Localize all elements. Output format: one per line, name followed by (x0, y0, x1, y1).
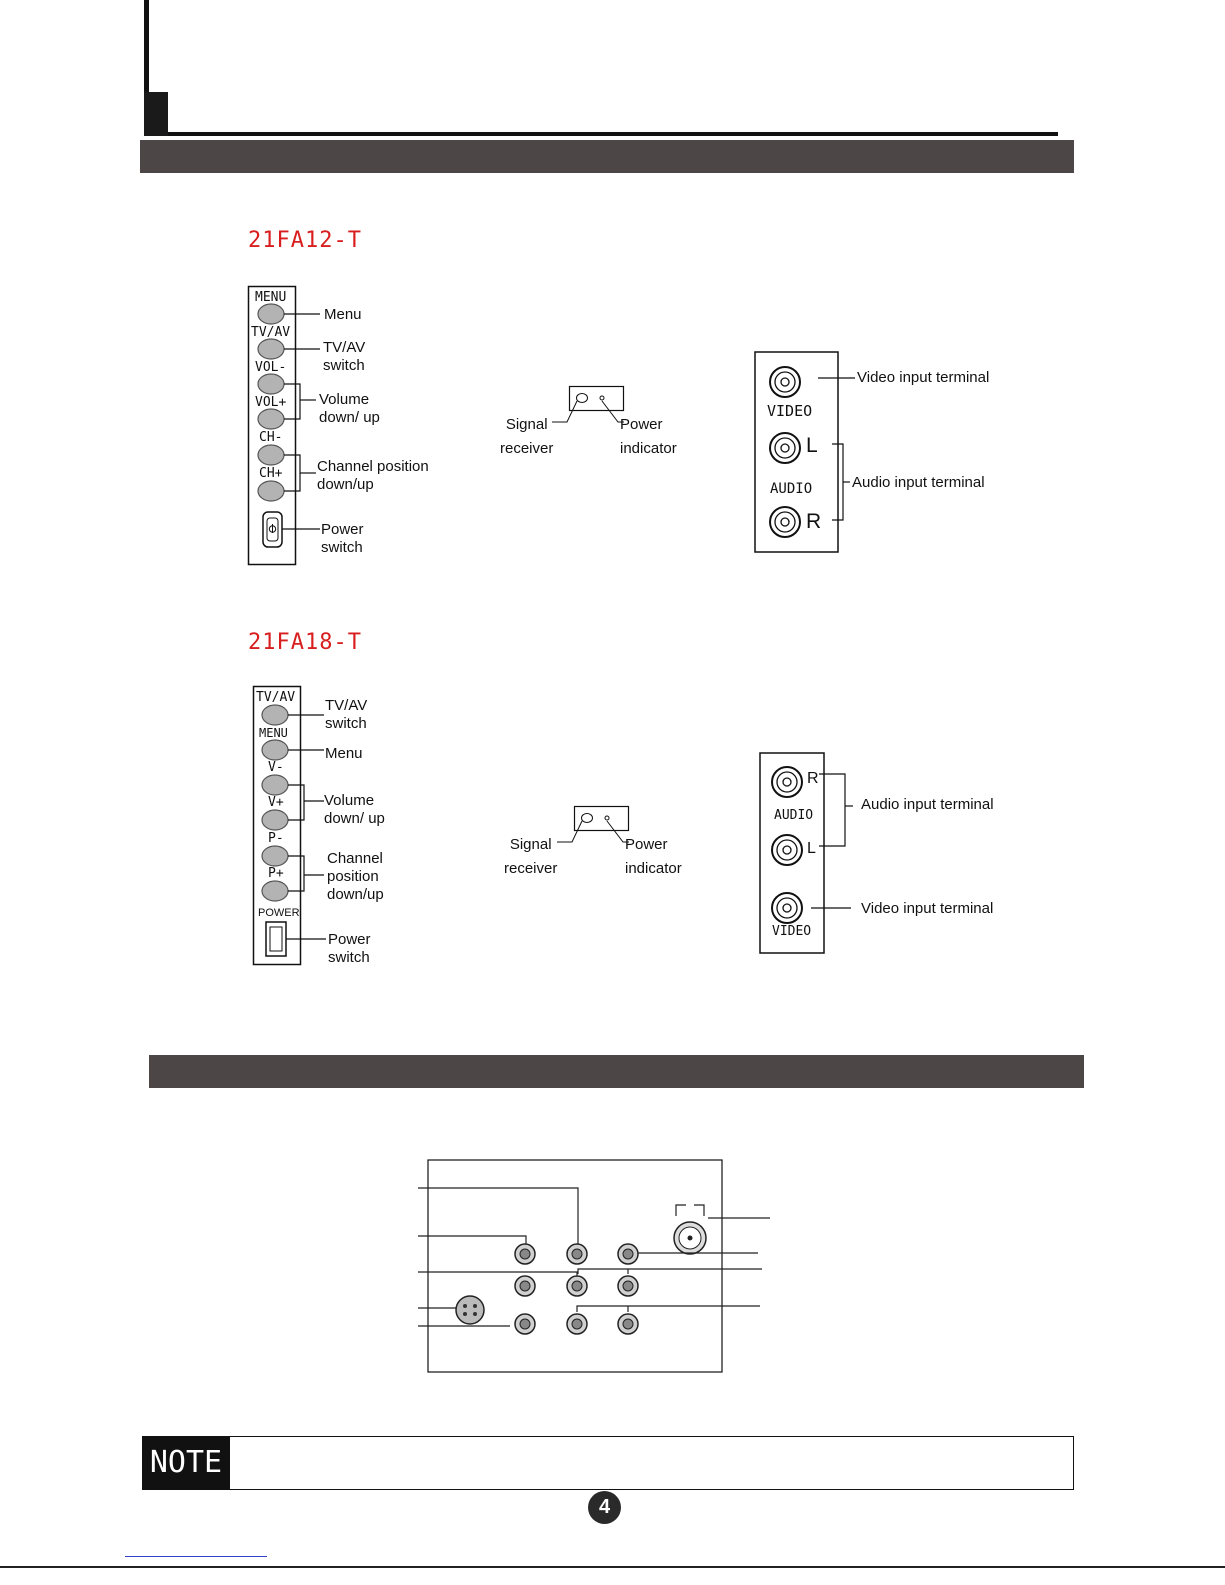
callout-audio-terminal: Audio input terminal (852, 474, 985, 491)
panel-label-power: POWER (258, 907, 300, 919)
note-tag: NOTE (142, 1436, 230, 1490)
note-box (142, 1436, 1074, 1490)
page-number: 4 (588, 1491, 621, 1524)
callout-channel: Channel position down/up (327, 850, 384, 903)
panel-label-v-up: V+ (268, 795, 284, 810)
callout-menu: Menu (325, 745, 363, 762)
av-label-right: R (807, 770, 819, 787)
footer-rule (0, 1566, 1225, 1568)
model-b-title: 21FA18-T (248, 630, 362, 655)
panel-label-ch-up: CH+ (259, 466, 283, 481)
panel-label-v-down: V- (268, 760, 284, 775)
av-label-left: L (807, 840, 816, 857)
panel-label-tvav: TV/AV (251, 325, 291, 340)
callout-tvav: TV/AV switch (325, 697, 368, 732)
av-label-left: L (806, 434, 818, 457)
panel-label-vol-down: VOL- (255, 360, 287, 375)
panel-label-menu: MENU (259, 726, 288, 740)
av-label-right: R (806, 510, 822, 533)
callout-channel: Channel position down/up (317, 458, 429, 493)
callout-power: Power switch (328, 931, 371, 966)
callout-volume: Volume down/ up (324, 792, 385, 827)
header-block (144, 92, 168, 136)
callout-video-terminal: Video input terminal (857, 369, 990, 386)
power-indicator-label: Power indicator (625, 836, 682, 877)
callout-video-terminal: Video input terminal (861, 900, 994, 917)
panel-label-tvav: TV/AV (256, 690, 296, 705)
callout-tvav: TV/AV switch (323, 339, 366, 374)
footer-link-line (125, 1556, 267, 1557)
section-bar-front-panel (140, 140, 1074, 173)
av-label-video: VIDEO (767, 402, 813, 420)
section-bar-rear-panel (149, 1055, 1084, 1088)
model-a-av-panel (750, 348, 860, 558)
model-a-title: 21FA12-T (248, 228, 362, 253)
rear-terminal-diagram (410, 1150, 780, 1385)
callout-audio-terminal: Audio input terminal (861, 796, 994, 813)
panel-label-menu: MENU (255, 290, 287, 305)
panel-label-p-up: P+ (268, 866, 284, 881)
header-rule (168, 132, 1058, 136)
av-label-video: VIDEO (772, 924, 812, 939)
callout-volume: Volume down/ up (319, 391, 380, 426)
power-indicator-label: Power indicator (620, 416, 677, 457)
signal-receiver-label: Signal receiver (504, 836, 558, 877)
av-label-audio: AUDIO (774, 808, 814, 823)
panel-label-p-down: P- (268, 831, 284, 846)
callout-menu: Menu (324, 306, 362, 323)
panel-label-ch-down: CH- (259, 430, 283, 445)
panel-label-vol-up: VOL+ (255, 395, 287, 410)
signal-receiver-label: Signal receiver (500, 416, 554, 457)
av-label-audio: AUDIO (770, 481, 813, 497)
callout-power: Power switch (321, 521, 364, 556)
